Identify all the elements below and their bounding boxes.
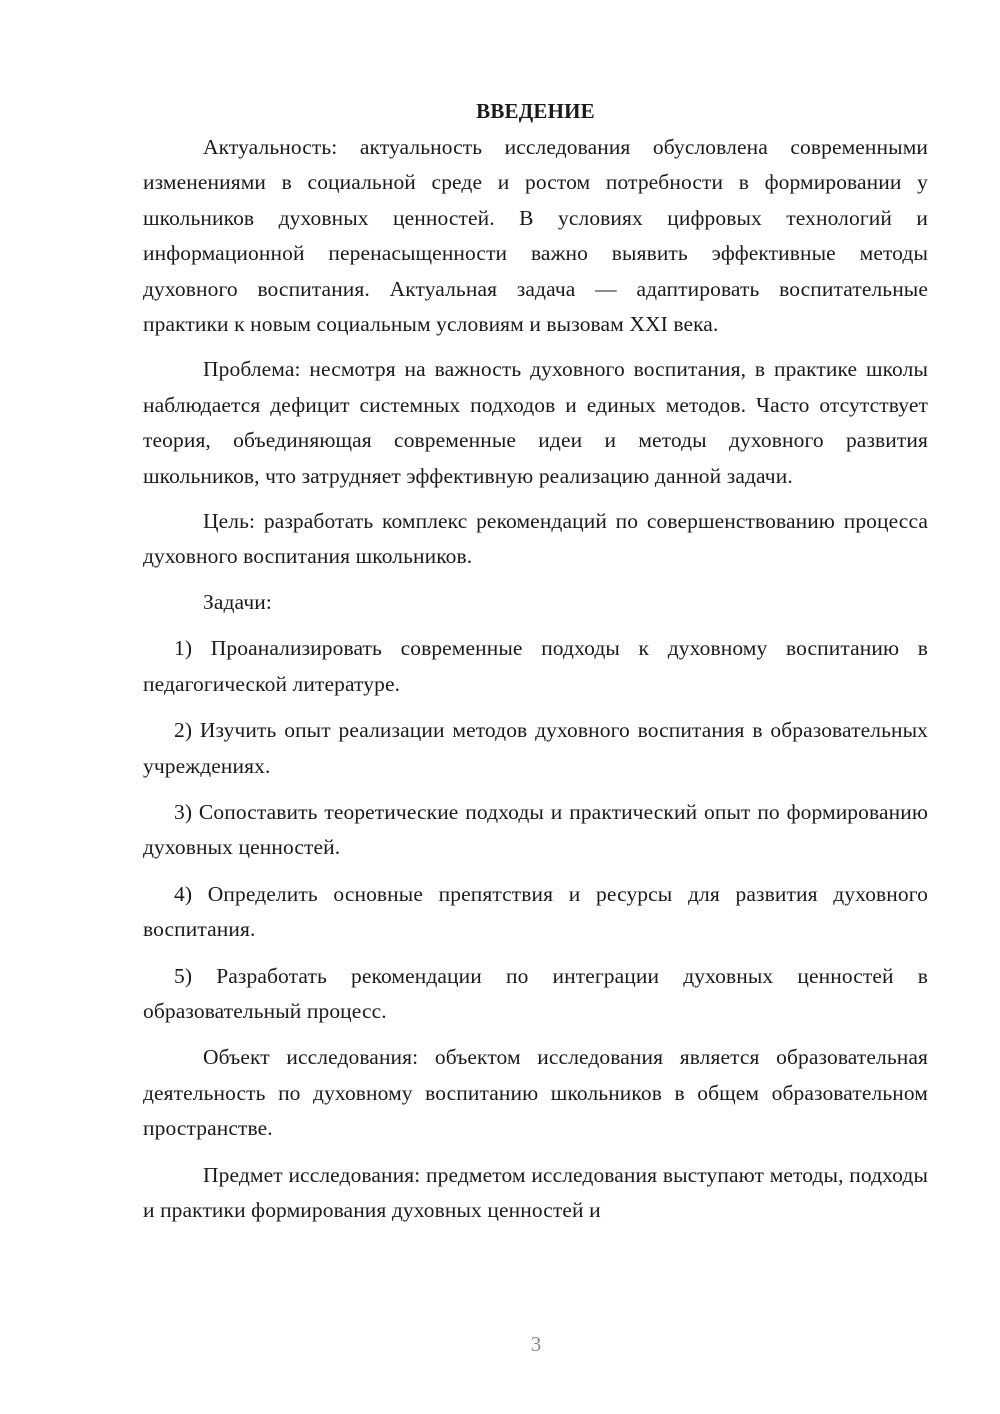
paragraph-subject: Предмет исследования: предметом исследования выступают методы, подходы и практики формирования духовных ценностей и [143, 1162, 928, 1222]
task-item-3: 3) Сопоставить теоретические подходы и практический опыт по формированию духовных ценностей. [143, 799, 928, 860]
document-page [143, 95, 928, 1228]
paragraph-problem: Проблема: несмотря на важность духовного воспитания, в практике школы наблюдается дефицит системных подходов и единых методов. Часто отсутствует теория, объединяющая современные идеи и методы духовного развития школьников, что затрудняет эффективную реализацию данной задачи. [143, 357, 928, 488]
paragraph-relevance: Актуальность: актуальность исследования обусловлена современными изменениями в социальной среде и ростом потребности в формировании у школьников духовных ценностей. В условиях цифровых технологий и информационной перенасыщенности важно выявить эффективные методы духовного воспитания. Актуальная задача — адаптировать воспитательные практики к новым социальным условиям и вызовам XXI века. [143, 135, 928, 337]
paragraph-goal: Цель: разработать комплекс рекомендаций по совершенствованию процесса духовного воспитания школьников. [143, 509, 928, 569]
section-heading: ВВЕДЕНИЕ [476, 99, 595, 123]
task-item-4: 4) Определить основные препятствия и ресурсы для развития духовного воспитания. [143, 881, 928, 942]
page-number: 3 [530, 1332, 542, 1356]
task-item-2: 2) Изучить опыт реализации методов духовного воспитания в образовательных учреждениях. [143, 718, 928, 778]
task-item-1: 1) Проанализировать современные подходы к духовному воспитанию в педагогической литературе. [143, 636, 928, 696]
paragraph-tasks-label: Задачи: [203, 589, 272, 614]
task-item-5: 5) Разработать рекомендации по интеграции духовных ценностей в образовательный процесс. [143, 963, 928, 1023]
paragraph-object: Объект исследования: объектом исследования является образовательная деятельность по духовному воспитанию школьников в общем образовательном пространстве. [143, 1045, 928, 1141]
